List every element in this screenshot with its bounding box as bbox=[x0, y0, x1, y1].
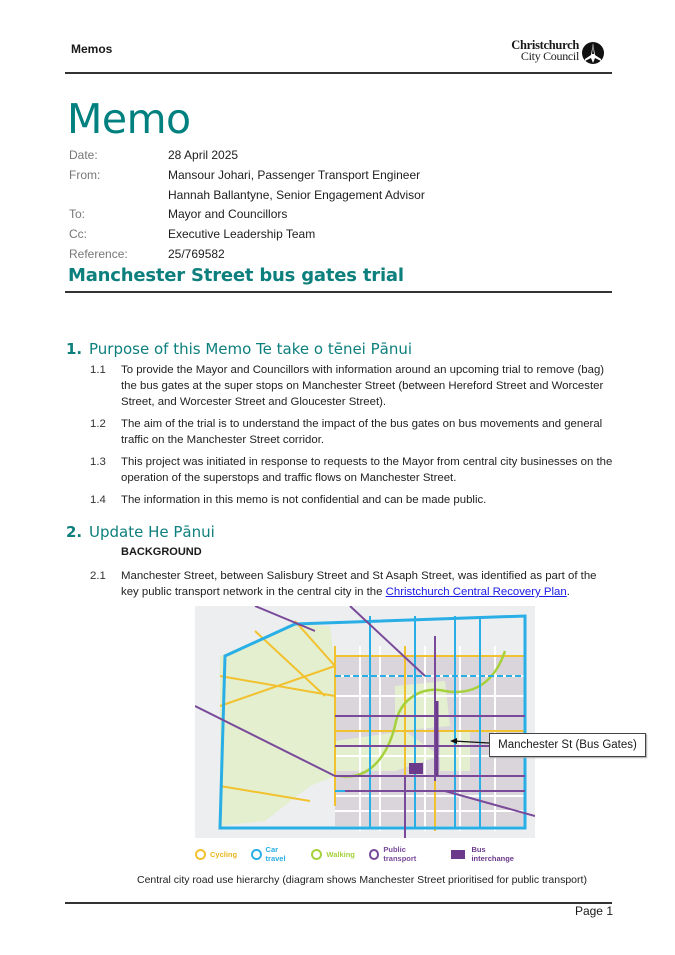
map-legend bbox=[195, 846, 540, 862]
meta-label: Reference: bbox=[69, 246, 128, 261]
subject-rule bbox=[65, 291, 612, 293]
paragraph-text: This project was initiated in response to requests to the Mayor from central city businesses on the operation of the superstops and traffic flows on Manchester Street. bbox=[121, 456, 613, 484]
council-logo bbox=[497, 40, 607, 68]
bicycle-pin-icon bbox=[195, 849, 206, 860]
section-title: Purpose of this Memo Te take o tēnei Pānui bbox=[89, 340, 413, 358]
header-section-label: Memos bbox=[71, 42, 113, 56]
legend-item-car-travel bbox=[251, 845, 297, 863]
paragraph-text: The information in this memo is not confidential and can be made public. bbox=[121, 494, 487, 506]
meta-label: From: bbox=[69, 167, 101, 182]
legend-label: Cycling bbox=[210, 849, 238, 859]
recovery-plan-link[interactable]: Christchurch Central Recovery Plan bbox=[385, 586, 567, 598]
section-heading-2 bbox=[66, 523, 215, 541]
manchester-st-callout: Manchester St (Bus Gates) bbox=[489, 733, 646, 757]
legend-label: Car travel bbox=[265, 845, 286, 863]
section-title: Update He Pānui bbox=[89, 523, 215, 541]
bus-interchange-marker bbox=[409, 763, 423, 774]
paragraph-1-3 bbox=[90, 454, 615, 486]
walking-pin-icon bbox=[311, 849, 322, 860]
page-number: Page 1 bbox=[574, 904, 613, 918]
section-number: 1. bbox=[66, 340, 83, 358]
section-heading-1 bbox=[66, 340, 412, 358]
memo-subject: Manchester Street bus gates trial bbox=[68, 265, 404, 286]
paragraph-number: 1.4 bbox=[90, 494, 106, 506]
road-hierarchy-map bbox=[195, 606, 535, 838]
map-graphic bbox=[195, 606, 535, 838]
meta-value: Mayor and Councillors bbox=[168, 207, 288, 222]
paragraph-2-1 bbox=[90, 568, 615, 600]
meta-value: 25/769582 bbox=[168, 246, 225, 261]
legend-item-bus-interchange bbox=[451, 845, 526, 863]
legend-label: Public transport bbox=[383, 845, 417, 863]
paragraph-number: 2.1 bbox=[90, 570, 106, 582]
bus-interchange-square-icon bbox=[451, 850, 466, 859]
paragraph-text: To provide the Mayor and Councillors with information around an upcoming trial to remove (bag) the bus gates at the super stops on Manchester Street (between Hereford Street and Worcester Street, and Worcester Street and Gloucester Street). bbox=[121, 364, 605, 408]
section-number: 2. bbox=[66, 523, 83, 541]
paragraph-1-4 bbox=[90, 492, 615, 508]
meta-cc bbox=[69, 225, 425, 245]
meta-value: Executive Leadership Team bbox=[168, 227, 316, 242]
paragraph-1-1 bbox=[90, 362, 615, 410]
paragraph-text-after: . bbox=[566, 586, 570, 598]
meta-date bbox=[69, 146, 425, 166]
memo-meta bbox=[69, 146, 425, 265]
paragraph-number: 1.2 bbox=[90, 418, 106, 430]
paragraph-text-before: Manchester Street, between Salisbury Street and St Asaph Street, was identified as part of the key public transport network in the central city in the bbox=[121, 570, 597, 598]
subheading-background: BACKGROUND bbox=[121, 546, 202, 558]
meta-reference bbox=[69, 245, 425, 265]
paragraph-text: The aim of the trial is to understand the impact of the bus gates on bus movements and general traffic on the Manchester Street corridor. bbox=[121, 418, 603, 446]
memo-title: Memo bbox=[67, 95, 191, 143]
legend-item-walking bbox=[311, 849, 354, 860]
cathedral-logo-icon bbox=[581, 41, 605, 65]
logo-line2: City Council bbox=[520, 49, 579, 63]
header-rule bbox=[65, 72, 612, 74]
paragraph-1-2 bbox=[90, 416, 615, 448]
legend-label: Bus interchange bbox=[471, 845, 514, 863]
meta-to bbox=[69, 205, 425, 225]
paragraph-text bbox=[121, 568, 615, 600]
meta-from bbox=[69, 166, 425, 206]
logo-line1: Christchurch bbox=[511, 38, 579, 52]
meta-label: To: bbox=[69, 207, 86, 222]
legend-item-public-transport bbox=[369, 845, 437, 863]
legend-item-cycling bbox=[195, 849, 237, 860]
meta-value: 28 April 2025 bbox=[168, 148, 239, 162]
figure-caption: Central city road use hierarchy (diagram shows Manchester Street prioritised for public transport) bbox=[137, 874, 587, 886]
meta-value: Mansour Johari, Passenger Transport Engineer bbox=[168, 167, 421, 182]
bus-pin-icon bbox=[369, 849, 379, 860]
paragraph-number: 1.1 bbox=[90, 364, 106, 376]
footer-rule bbox=[65, 902, 612, 904]
legend-label: Walking bbox=[326, 849, 355, 859]
meta-label: Cc: bbox=[69, 227, 87, 242]
paragraph-number: 1.3 bbox=[90, 456, 106, 468]
meta-label: Date: bbox=[69, 148, 98, 162]
car-pin-icon bbox=[251, 849, 261, 860]
meta-value: Hannah Ballantyne, Senior Engagement Advisor bbox=[168, 187, 425, 202]
